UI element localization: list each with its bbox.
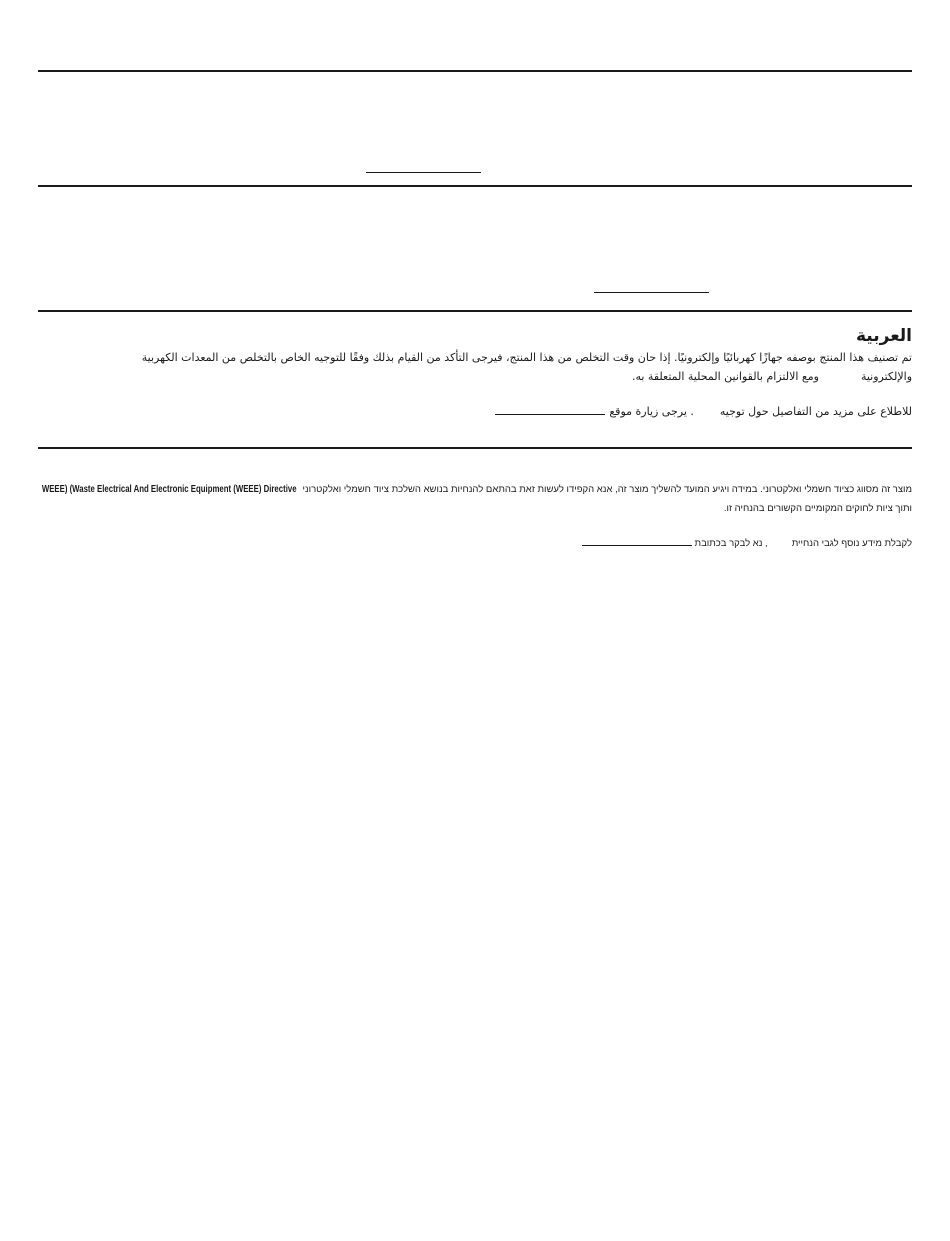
hebrew-body-line-1 [30,483,912,496]
arabic-url-blank [495,413,605,415]
hebrew-info-line [582,537,913,550]
section-divider-1 [38,70,912,72]
arabic-body-line-1 [142,351,912,365]
hebrew-body-text-1: מוצר זה מסווג כציוד חשמלי ואלקטרוני. במידה ויגיע המועד להשליך מוצר זה, אנא הקפידו לעשות זאת בהתאם להנחיות בנושא השלכת ציוד חשמלי ואלקטרוני [302,484,912,495]
arabic-heading: العربية [855,326,912,346]
hebrew-body-text-2: ותוך ציות לחוקים המקומיים הקשורים בהנחיה זו. [723,503,912,514]
arabic-body-line-2 [632,370,912,384]
arabic-body-text-1: تم تصنيف هذا المنتج بوصفه جهازًا كهربائيًا وإلكترونيًا. إذا حان وقت التخلص من هذا المنتج، فيرجى التأكد من القيام بذلك وفقًا للتوجيه الخاص بالتخلص من المعدات الكهربية [141,351,912,364]
hebrew-info-text-b: , נא לבקר בכתובת [694,538,768,549]
hebrew-directive-name: WEEE) (Waste Electrical And Electronic Equipment (WEEE) Directive [41,484,297,495]
section-divider-4 [38,447,912,449]
arabic-info-text-a: للاطلاع على مزيد من التفاصيل حول توجيه [719,405,912,418]
arabic-info-line [495,405,912,419]
arabic-body-text-2b: ومع الالتزام بالقوانين المحلية المتعلقة به. [631,370,819,383]
blank-line-2 [594,292,709,293]
hebrew-url-blank [582,544,692,546]
section-divider-2 [38,185,912,187]
arabic-info-text-b: . يرجى زيارة موقع [609,405,694,418]
arabic-body-text-2a: والإلكترونية [860,370,912,383]
hebrew-body-line-2 [724,502,912,515]
hebrew-info-text-a: לקבלת מידע נוסף לגבי הנחיית [791,538,912,549]
blank-line-1 [366,172,481,173]
section-divider-3 [38,310,912,312]
